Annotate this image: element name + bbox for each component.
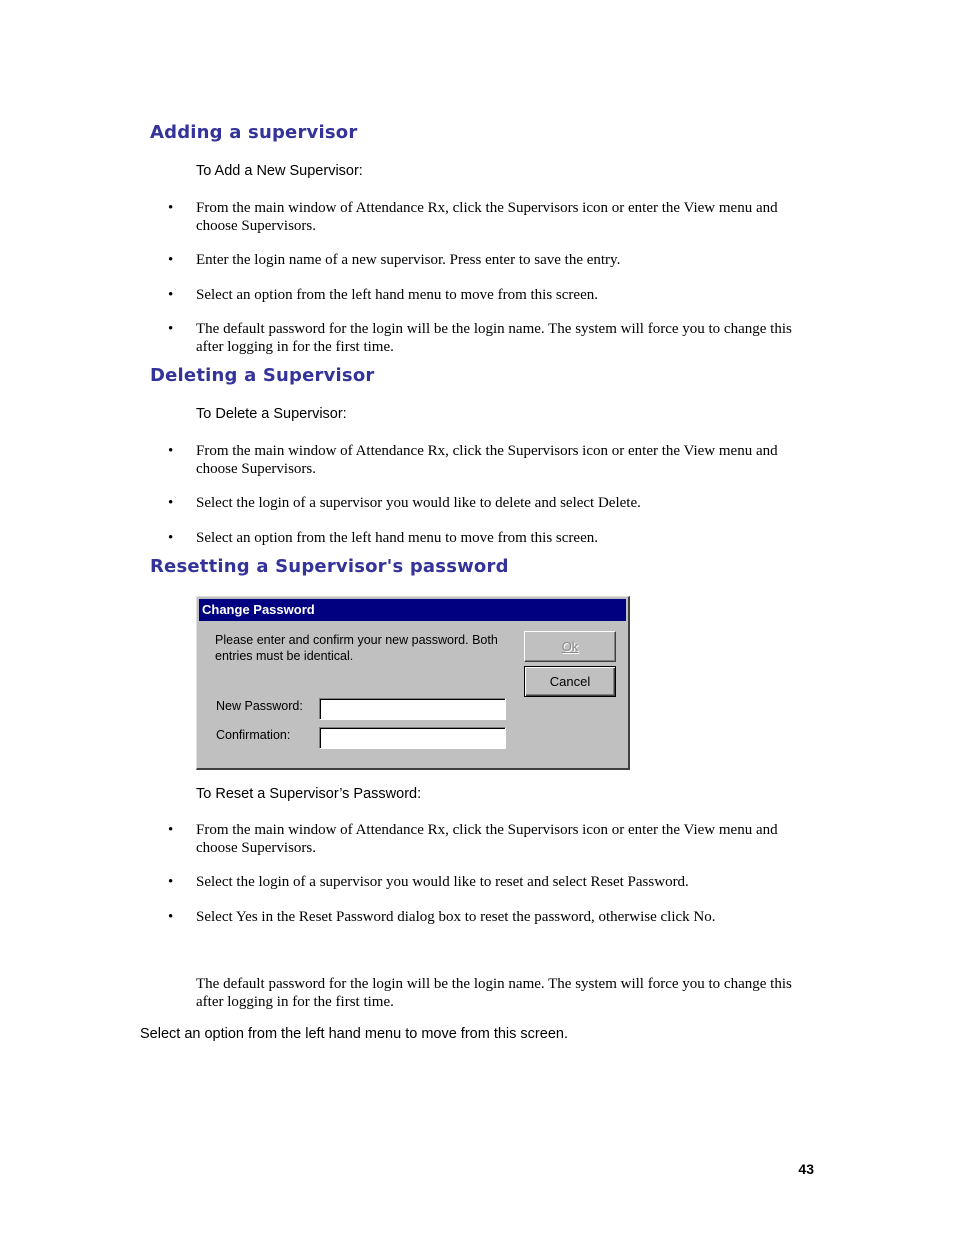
bullet-icon: • [168,443,174,459]
list-item-text: Select Yes in the Reset Password dialog box to reset the password, otherwise click No. [196,909,716,925]
list-item-text: The default password for the login will be the login name. The system will force you to change this after logging in for the first time. [196,321,792,355]
bullet-icon: • [168,530,174,546]
heading-adding-supervisor: Adding a supervisor [150,122,358,143]
heading-deleting-supervisor: Deleting a Supervisor [150,365,375,386]
bullet-icon: • [168,321,174,337]
list-item-text: Select the login of a supervisor you would like to delete and select Delete. [196,495,641,511]
bullet-icon: • [168,287,174,303]
list-item-text: Select an option from the left hand menu to move from this screen. [196,287,598,303]
intro-delete-supervisor: To Delete a Supervisor: [196,406,347,422]
heading-resetting-password: Resetting a Supervisor's password [150,556,509,577]
list-item [168,251,813,269]
intro-reset-password: To Reset a Supervisor’s Password: [196,786,422,802]
list-item-text: From the main window of Attendance Rx, click the Supervisors icon or enter the View menu and choose Supervisors. [196,822,778,856]
dialog-title: Change Password [199,599,626,621]
list-item-text: Enter the login name of a new supervisor. Press enter to save the entry. [196,252,621,268]
change-password-dialog [196,596,630,770]
default-password-note: The default password for the login will be the login name. The system will force you to change this after logging in for the first time. [196,976,792,1010]
bullet-icon: • [168,252,174,268]
list-item [168,442,813,478]
confirmation-label: Confirmation: [216,728,291,742]
list-item [168,908,813,926]
confirmation-input[interactable] [319,727,506,749]
list-item [168,286,813,304]
list-item [168,821,813,857]
list-item [168,494,813,512]
closing-text: Select an option from the left hand menu to move from this screen. [140,1026,568,1042]
bullet-icon: • [168,874,174,890]
list-item [168,873,813,891]
page-number: 43 [798,1161,814,1177]
intro-add-supervisor: To Add a New Supervisor: [196,163,363,179]
bullet-icon: • [168,822,174,838]
list-item [168,320,813,356]
cancel-button[interactable]: Cancel [524,666,616,697]
bullet-icon: • [168,200,174,216]
new-password-label: New Password: [216,699,303,713]
list-item-text: From the main window of Attendance Rx, click the Supervisors icon or enter the View menu and choose Supervisors. [196,443,778,477]
ok-button[interactable]: Ok [524,631,616,662]
list-item-text: Select the login of a supervisor you would like to reset and select Reset Password. [196,874,689,890]
dialog-message: Please enter and confirm your new password. Both entries must be identical. [215,633,498,663]
list-item [168,199,813,235]
list-item [168,529,813,547]
list-item-text: Select an option from the left hand menu to move from this screen. [196,530,598,546]
bullet-icon: • [168,495,174,511]
bullet-icon: • [168,909,174,925]
list-item-text: From the main window of Attendance Rx, click the Supervisors icon or enter the View menu and choose Supervisors. [196,200,778,234]
new-password-input[interactable] [319,698,506,720]
